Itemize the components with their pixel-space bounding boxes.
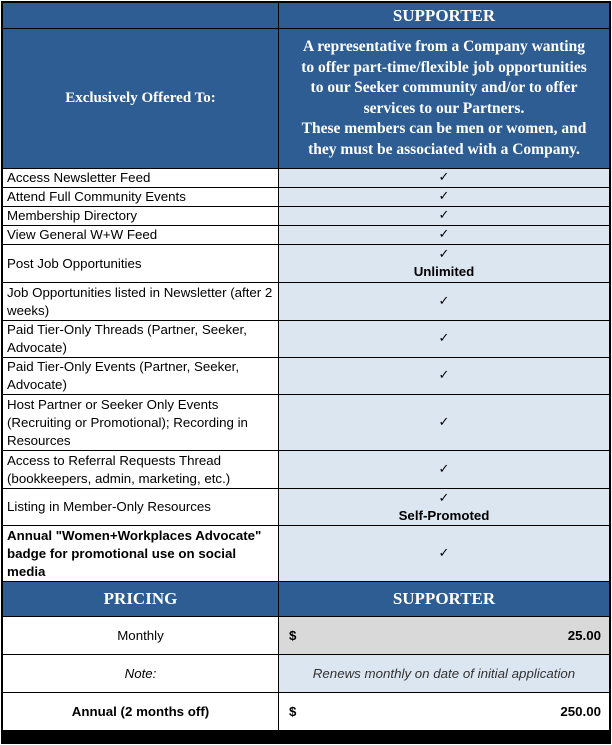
feature-label: Access to Referral Requests Thread (bookkeepers, admin, marketing, etc.) <box>3 451 278 488</box>
feature-extra-note: Unlimited <box>413 264 475 279</box>
feature-check-cell <box>279 283 609 320</box>
feature-extra-note: Self-Promoted <box>398 507 490 523</box>
feature-check-cell <box>279 188 609 206</box>
pricing-tier-header: SUPPORTER <box>279 582 609 616</box>
feature-label: Listing in Member-Only Resources <box>3 489 278 525</box>
check-icon: ✓ <box>438 208 450 223</box>
note-text: Renews monthly on date of initial application <box>279 655 609 692</box>
check-icon: ✓ <box>438 368 450 383</box>
price-amount: 25.00 <box>567 628 601 643</box>
feature-check-cell <box>279 395 609 450</box>
feature-check-cell <box>279 245 609 282</box>
feature-label: Access Newsletter Feed <box>3 169 278 187</box>
feature-check-cell <box>279 451 609 488</box>
membership-table <box>1 1 611 744</box>
currency-symbol: $ <box>289 628 297 643</box>
tier-header: SUPPORTER <box>279 3 609 28</box>
offered-line: they must be associated with a Company. <box>308 140 580 158</box>
feature-label: Post Job Opportunities <box>3 245 278 282</box>
feature-label: Host Partner or Seeker Only Events (Recruiting or Promotional); Recording in Resources <box>3 395 278 450</box>
feature-check-cell <box>279 169 609 187</box>
pricing-header: PRICING <box>3 582 278 616</box>
offered-line: These members can be men or women, and <box>301 120 587 137</box>
check-icon: ✓ <box>438 189 450 204</box>
check-icon: ✓ <box>438 247 450 262</box>
annual-label: Annual (2 months off) <box>3 693 278 730</box>
offered-line: to our Seeker community and/or to offer <box>310 79 578 96</box>
check-icon: ✓ <box>438 227 450 242</box>
check-icon: ✓ <box>438 414 450 430</box>
header-blank-cell <box>3 3 278 28</box>
feature-label: View General W+W Feed <box>3 226 278 244</box>
offered-to-label: Exclusively Offered To: <box>3 29 278 168</box>
offered-line: to offer part-time/flexible job opportunities <box>301 58 587 76</box>
feature-label: Membership Directory <box>3 207 278 225</box>
feature-check-cell <box>279 226 609 244</box>
currency-symbol: $ <box>289 704 297 719</box>
offered-line: A representative from a Company wanting <box>302 38 585 55</box>
feature-label: Paid Tier-Only Events (Partner, Seeker, Advocate) <box>3 358 278 394</box>
annual-price <box>279 693 609 730</box>
feature-check-cell <box>279 207 609 225</box>
check-icon: ✓ <box>438 331 450 346</box>
feature-check-cell <box>279 526 609 581</box>
monthly-label: Monthly <box>3 617 278 654</box>
offered-to-description <box>279 29 609 168</box>
note-label: Note: <box>3 655 278 692</box>
feature-label: Job Opportunities listed in Newsletter (after 2 weeks) <box>3 283 278 320</box>
feature-label: Paid Tier-Only Threads (Partner, Seeker, Advocate) <box>3 321 278 357</box>
offered-line: services to our Partners. <box>363 99 525 117</box>
monthly-price <box>279 617 609 654</box>
check-icon: ✓ <box>438 461 450 477</box>
feature-label: Attend Full Community Events <box>3 188 278 206</box>
check-icon: ✓ <box>438 545 450 561</box>
check-icon: ✓ <box>438 170 450 185</box>
price-amount: 250.00 <box>560 704 601 719</box>
check-icon: ✓ <box>438 490 450 506</box>
check-icon: ✓ <box>438 293 450 309</box>
feature-label: Annual "Women+Workplaces Advocate" badge for promotional use on social media <box>3 526 278 581</box>
feature-check-cell <box>279 358 609 394</box>
feature-check-cell <box>279 321 609 357</box>
feature-check-cell <box>279 489 609 525</box>
